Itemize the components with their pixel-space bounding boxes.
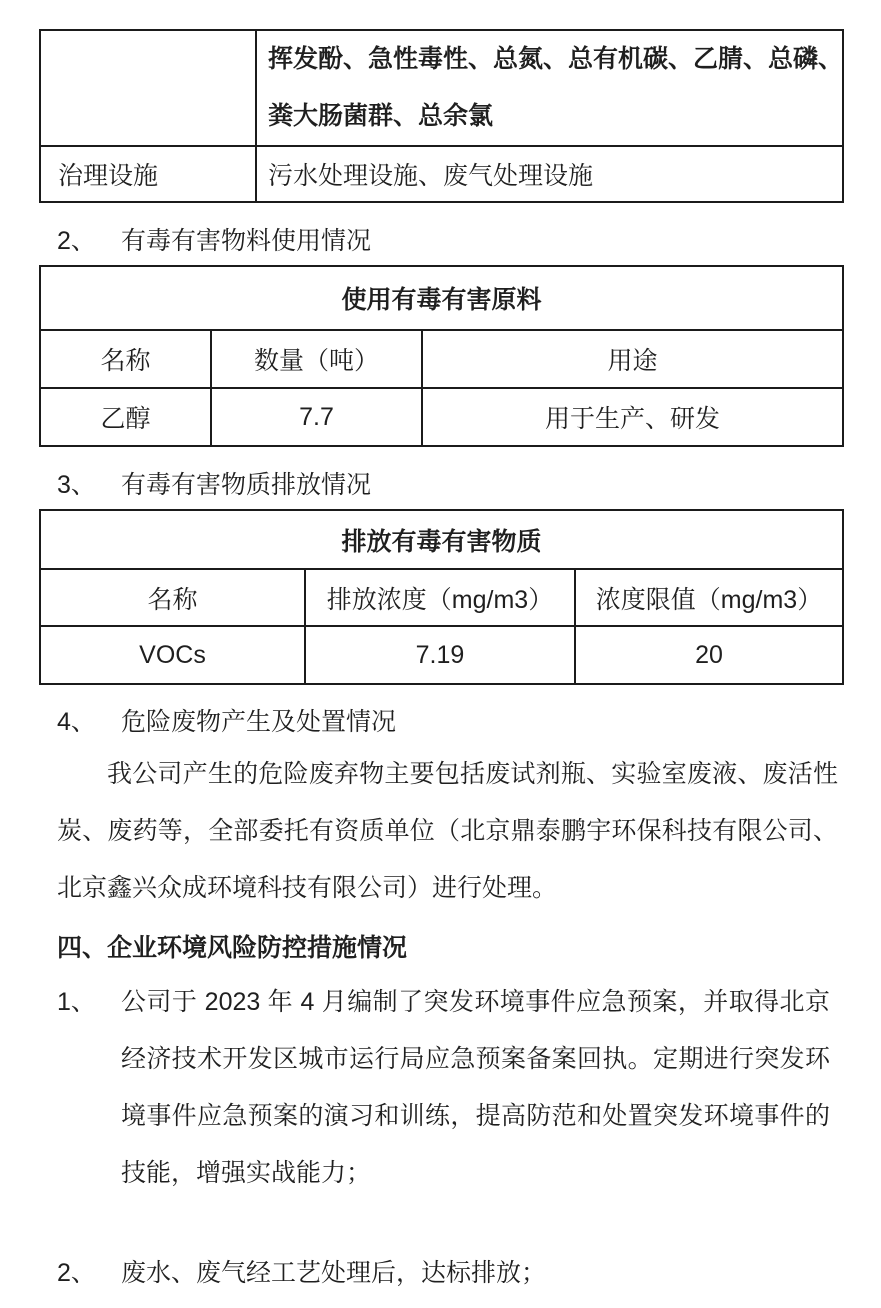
material-name-cell: 乙醇 (40, 388, 211, 446)
pollutant-list-line1: 挥发酚、急性毒性、总氮、总有机碳、乙腈、总磷、 (268, 45, 844, 73)
chapter4-heading: 四、企业环境风险防控措施情况 (57, 933, 408, 962)
emission-limit-cell: 20 (575, 626, 843, 684)
treatment-facility-table (39, 29, 844, 203)
measure-1-text: 公司于 2023 年 4 月编制了突发环境事件应急预案，并取得北京经济技术开发区城市运行局应急预案备案回执。定期进行突发环境事件应急预案的演习和训练，提高防范和处置突发环境事件的技能，增强实战能力； (121, 988, 830, 1187)
section4-number: 4、 (57, 707, 96, 736)
column-header-quantity: 数量（吨） (211, 330, 422, 388)
measure-1-number: 1、 (57, 988, 96, 1016)
measure-item-1 (57, 974, 881, 1202)
treatment-facility-label: 治理设施 (40, 146, 256, 202)
column-header-name: 名称 (40, 330, 211, 388)
table-header-row (40, 330, 843, 388)
section3-number: 3、 (57, 470, 96, 499)
section3-title: 有毒有害物质排放情况 (121, 470, 372, 499)
toxic-materials-table (39, 265, 844, 447)
section4-heading (57, 693, 881, 746)
measure-item-2 (57, 1245, 881, 1302)
section3-heading (57, 456, 881, 509)
measure-2-number: 2、 (57, 1259, 96, 1287)
pollutant-list-cell (256, 30, 843, 146)
section2-number: 2、 (57, 226, 96, 255)
measure-2-text: 废水、废气经工艺处理后，达标排放； (121, 1259, 547, 1287)
empty-label-cell (40, 30, 256, 146)
page-top-margin (0, 0, 881, 29)
material-usage-cell: 用于生产、研发 (422, 388, 843, 446)
material-quantity-cell: 7.7 (211, 388, 422, 446)
table-row (40, 626, 843, 684)
column-header-name: 名称 (40, 569, 305, 626)
table-row (40, 146, 843, 202)
section4-title: 危险废物产生及处置情况 (121, 707, 397, 736)
column-header-emission-concentration: 排放浓度（mg/m3） (305, 569, 575, 626)
emission-name-cell: VOCs (40, 626, 305, 684)
table-row (40, 30, 843, 146)
section2-title: 有毒有害物料使用情况 (121, 226, 372, 255)
table-row (40, 388, 843, 446)
emissions-table-title: 排放有毒有害物质 (40, 510, 843, 569)
emission-concentration-cell: 7.19 (305, 626, 575, 684)
table-title-row (40, 510, 843, 569)
treatment-facility-value: 污水处理设施、废气处理设施 (256, 146, 843, 202)
toxic-emissions-table (39, 509, 844, 685)
materials-table-title: 使用有毒有害原料 (40, 266, 843, 330)
hazardous-waste-paragraph: 我公司产生的危险废弃物主要包括废试剂瓶、实验室废液、废活性炭、废药等，全部委托有资质单位（北京鼎泰鹏宇环保科技有限公司、北京鑫兴众成环境科技有限公司）进行处理。 (57, 760, 838, 902)
pollutant-list-line2: 粪大肠菌群、总余氯 (268, 102, 494, 130)
blank-line (0, 1202, 881, 1245)
column-header-usage: 用途 (422, 330, 843, 388)
table-header-row (40, 569, 843, 626)
section2-heading (57, 212, 881, 265)
table-title-row (40, 266, 843, 330)
column-header-concentration-limit: 浓度限值（mg/m3） (575, 569, 843, 626)
